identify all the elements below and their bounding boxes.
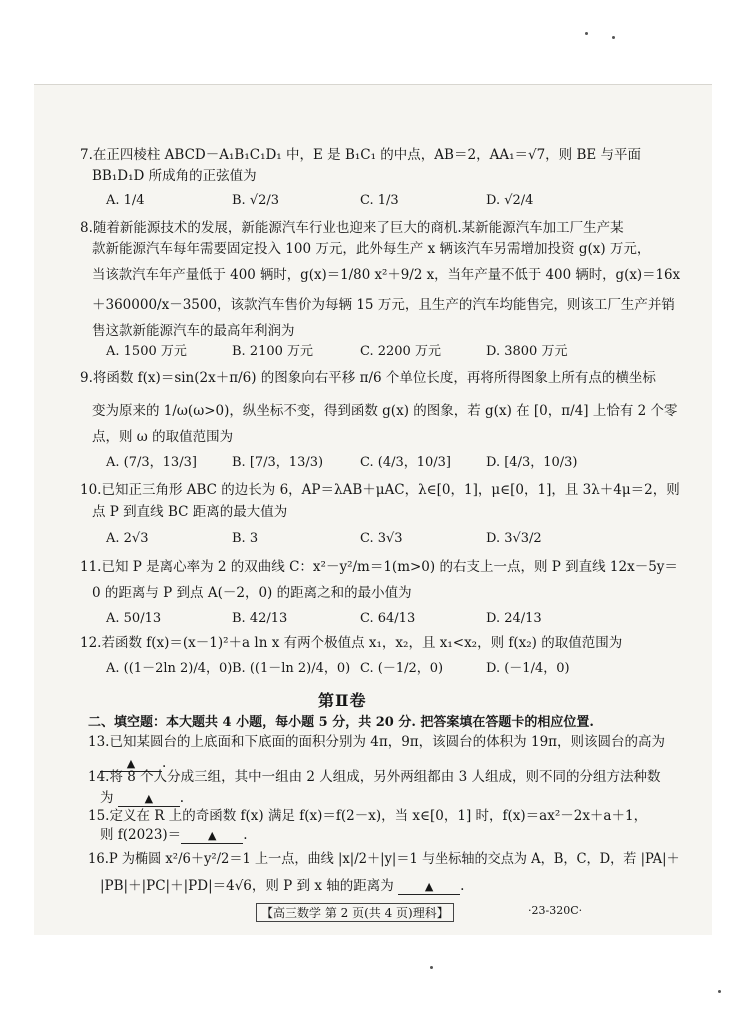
option-d: D. (－1/4，0): [486, 661, 570, 676]
option-b: B. [7/3，13/3): [232, 455, 324, 470]
question-line: 售这款新能源汽车的最高年利润为: [92, 323, 295, 339]
exam-code: ·23-320C·: [528, 904, 583, 917]
question-line: 15.定义在 R 上的奇函数 f(x) 满足 f(x)＝f(2－x)，当 x∈[0，1] 时，f(x)＝ax²－2x＋a＋1，: [88, 808, 648, 824]
option-d: D. 3800 万元: [486, 344, 568, 359]
question-line: 点 P 到直线 BC 距离的最大值为: [92, 504, 288, 520]
option-d: D. 24/13: [486, 611, 542, 626]
option-b: B. √2/3: [232, 193, 280, 208]
question-line: BB₁D₁D 所成角的正弦值为: [92, 168, 257, 184]
question-line: 12.若函数 f(x)＝(x－1)²＋a ln x 有两个极值点 x₁，x₂，且 x₁<x₂，则 f(x₂) 的取值范围为: [80, 635, 623, 651]
answer-blank: ▲: [100, 757, 162, 772]
option-a: A. 1/4: [106, 193, 145, 208]
answer-blank: ▲: [398, 880, 460, 895]
option-c: C. 3√3: [360, 531, 403, 546]
option-b: B. 42/13: [232, 611, 288, 626]
option-d: D. 3√3/2: [486, 531, 542, 546]
answer-line: ▲ .: [100, 754, 166, 772]
question-line: 14.将 8 个人分成三组，其中一组由 2 人组成，另外两组都由 3 人组成，则不同的分组方法种数: [88, 769, 661, 785]
question-line: 11.已知 P 是离心率为 2 的双曲线 C：x²－y²/m＝1(m>0) 的右支上一点，则 P 到直线 12x－5y＝: [80, 559, 678, 575]
question-line: 变为原来的 1/ω(ω>0)，纵坐标不变，得到函数 g(x) 的图象，若 g(x) 在 [0，π/4] 上恰有 2 个零: [92, 403, 678, 419]
ink-speck: [612, 36, 615, 39]
option-c: C. 2200 万元: [360, 344, 441, 359]
option-a: A. (7/3，13/3]: [106, 455, 197, 470]
question-line: 10.已知正三角形 ABC 的边长为 6，AP＝λAB＋μAC，λ∈[0，1]，μ∈[0，1]，且 3λ＋4μ＝2，则: [80, 482, 680, 498]
question-line: 8.随着新能源技术的发展，新能源汽车行业也迎来了巨大的商机.某新能源汽车加工厂生产某: [80, 220, 624, 236]
question-line: 当该款汽车年产量低于 400 辆时，g(x)＝1/80 x²＋9/2 x，当年产量不低于 400 辆时，g(x)＝16x: [92, 267, 681, 283]
answer-line: 为 ▲ .: [100, 790, 185, 806]
option-a: A. 50/13: [106, 611, 162, 626]
question-line: 点，则 ω 的取值范围为: [92, 429, 234, 445]
section-title: 第Ⅱ卷: [318, 691, 367, 710]
answer-line: |PB|＋|PC|＋|PD|＝4√6，则 P 到 x 轴的距离为 ▲ .: [100, 878, 465, 894]
option-b: B. 3: [232, 531, 259, 546]
answer-blank: ▲: [181, 829, 243, 844]
question-line: 0 的距离与 P 到点 A(－2，0) 的距离之和的最小值为: [92, 585, 412, 601]
question-line: 13.已知某圆台的上底面和下底面的面积分别为 4π，9π，该圆台的体积为 19π，则该圆台的高为: [88, 734, 666, 750]
question-line: 款新能源汽车每年需要固定投入 100 万元，此外每生产 x 辆该汽车另需增加投资 g(x) 万元，: [92, 241, 651, 257]
option-c: C. 64/13: [360, 611, 416, 626]
ink-speck: [718, 990, 721, 993]
option-b: B. 2100 万元: [232, 344, 314, 359]
ink-speck: [430, 966, 433, 969]
question-line: 9.将函数 f(x)＝sin(2x＋π/6) 的图象向右平移 π/6 个单位长度，再将所得图象上所有点的横坐标: [80, 370, 656, 386]
option-d: D. √2/4: [486, 193, 534, 208]
option-a: A. 2√3: [106, 531, 149, 546]
question-line: 16.P 为椭圆 x²/6＋y²/2＝1 上一点，曲线 |x|/2＋|y|＝1 与坐标轴的交点为 A，B，C，D，若 |PA|＋: [88, 851, 680, 867]
option-c: C. (4/3，10/3]: [360, 455, 452, 470]
option-b: B. ((1－ln 2)/4，0): [232, 661, 351, 676]
question-line: ＋360000/x－3500，该款汽车售价为每辆 15 万元，且生产的汽车均能售完，则该工厂生产并销: [92, 297, 675, 313]
fill-in-header: 二、填空题：本大题共 4 小题，每小题 5 分，共 20 分. 把答案填在答题卡的相应位置.: [88, 715, 594, 730]
option-a: A. ((1－2ln 2)/4，0): [106, 661, 233, 676]
question-line: 7.在正四棱柱 ABCD－A₁B₁C₁D₁ 中，E 是 B₁C₁ 的中点，AB＝2，AA₁＝√7，则 BE 与平面: [80, 147, 642, 163]
option-c: C. 1/3: [360, 193, 399, 208]
option-c: C. (－1/2，0): [360, 661, 444, 676]
ink-speck: [585, 32, 588, 35]
answer-blank: ▲: [118, 792, 180, 807]
option-a: A. 1500 万元: [106, 344, 187, 359]
page-footer: 【高三数学 第 2 页(共 4 页)理科】: [256, 903, 454, 922]
option-d: D. [4/3，10/3): [486, 455, 578, 470]
answer-line: 则 f(2023)＝ ▲ .: [100, 827, 248, 843]
